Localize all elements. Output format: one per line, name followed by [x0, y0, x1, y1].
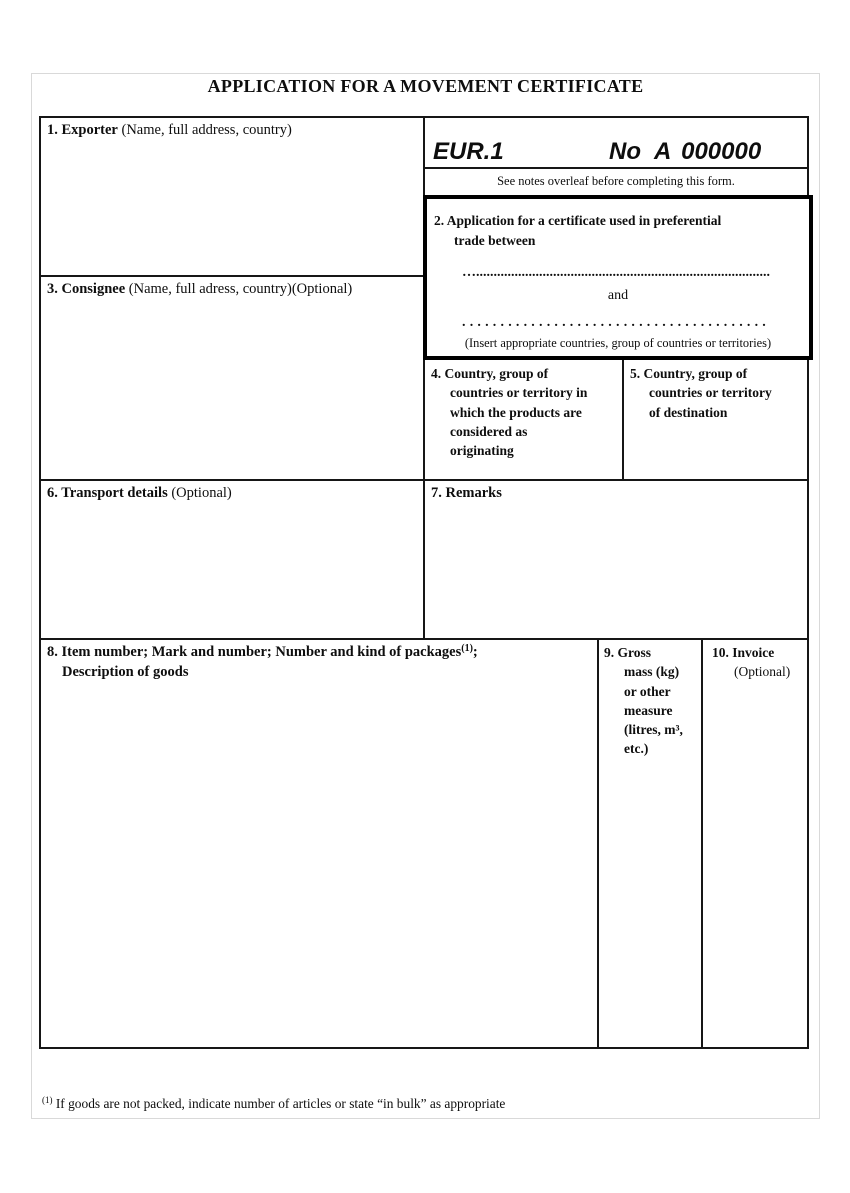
eur1-header	[423, 116, 809, 169]
dotted-fill-line-2: ........................................	[462, 315, 770, 330]
box-4-origin-country	[423, 358, 624, 481]
box-8-footnote-ref: (1)	[461, 643, 473, 654]
box-8-line-2: Description of goods	[62, 663, 189, 680]
box-5-destination-country	[622, 358, 809, 481]
box-4-line-3: which the products are	[450, 404, 582, 420]
box-8-line-1	[47, 643, 591, 663]
box-1-label-row	[41, 118, 423, 144]
box-6-transport-details	[39, 479, 425, 640]
box-9-line-3: or other	[624, 683, 671, 699]
box-3-hint: (Name, full adress, country)(Optional)	[125, 281, 353, 297]
box-9-gross-mass	[597, 638, 703, 1049]
box-2-preferential-trade	[423, 195, 813, 360]
page-title: APPLICATION FOR A MOVEMENT CERTIFICATE	[207, 76, 644, 96]
box-7-label: 7. Remarks	[431, 485, 502, 501]
eur1-serial-number: A 000000	[654, 138, 762, 165]
box-9-line-4: measure	[624, 702, 673, 718]
and-label: and	[607, 288, 629, 303]
box-6-label-row	[41, 481, 423, 507]
box-10-label	[703, 640, 807, 682]
notes-row	[423, 167, 809, 197]
box-8-goods-description	[39, 638, 599, 1049]
box-10-line-1: 10. Invoice	[712, 645, 775, 660]
box-9-line-5: (litres, m³,	[624, 722, 683, 738]
box-9-line-6: etc.)	[624, 741, 649, 757]
box-4-line-2: countries or territory in	[450, 385, 588, 401]
notes-text: See notes overleaf before completing this form.	[497, 174, 735, 188]
box-6-hint: (Optional)	[167, 485, 232, 501]
box-10-invoice	[701, 638, 809, 1049]
box-8-after-sup: ;	[472, 644, 478, 660]
box-10-hint: (Optional)	[734, 664, 791, 680]
box-9-label	[599, 640, 701, 759]
box-5-label	[624, 360, 807, 422]
footnote-ref: (1)	[42, 1095, 53, 1105]
box-1-label: 1. Exporter	[47, 122, 118, 138]
box-4-line-1: 4. Country, group of	[431, 366, 549, 381]
eur1-no-label: No	[609, 138, 641, 165]
box-3-label-row	[41, 277, 423, 303]
box-9-line-1: 9. Gross	[604, 645, 652, 660]
form-table	[39, 116, 809, 1049]
box-7-remarks	[423, 479, 809, 640]
dotted-fill-line-1: …....................................................................................	[462, 265, 770, 280]
box-2-label	[434, 211, 721, 250]
box-7-label-row	[425, 481, 807, 507]
box-5-line-2: countries or territory	[649, 385, 772, 401]
box-4-label	[425, 360, 622, 460]
box-4-line-5: originating	[450, 443, 514, 459]
box-1-hint: (Name, full address, country)	[117, 122, 292, 138]
eur1-code: EUR.1	[433, 138, 504, 165]
box-4-line-4: considered as	[450, 423, 528, 439]
box-3-consignee	[39, 275, 425, 481]
box-6-label: 6. Transport details	[47, 485, 168, 501]
insert-countries-note: (Insert appropriate countries, group of countries or territories)	[464, 336, 772, 350]
box-5-line-1: 5. Country, group of	[630, 366, 748, 381]
box-2-label-line-2: trade between	[454, 232, 536, 248]
box-9-line-2: mass (kg)	[624, 664, 680, 680]
box-2-label-line-1: 2. Application for a certificate used in preferential	[434, 213, 722, 228]
box-8-text: 8. Item number; Mark and number; Number and kind of packages	[47, 644, 462, 660]
box-5-line-3: of destination	[649, 404, 728, 420]
footnote	[42, 1096, 505, 1112]
footnote-text: If goods are not packed, indicate number of articles or state “in bulk” as appropriate	[52, 1096, 506, 1111]
box-1-exporter	[39, 116, 425, 277]
box-3-label: 3. Consignee	[47, 281, 126, 297]
box-8-label	[41, 640, 597, 685]
